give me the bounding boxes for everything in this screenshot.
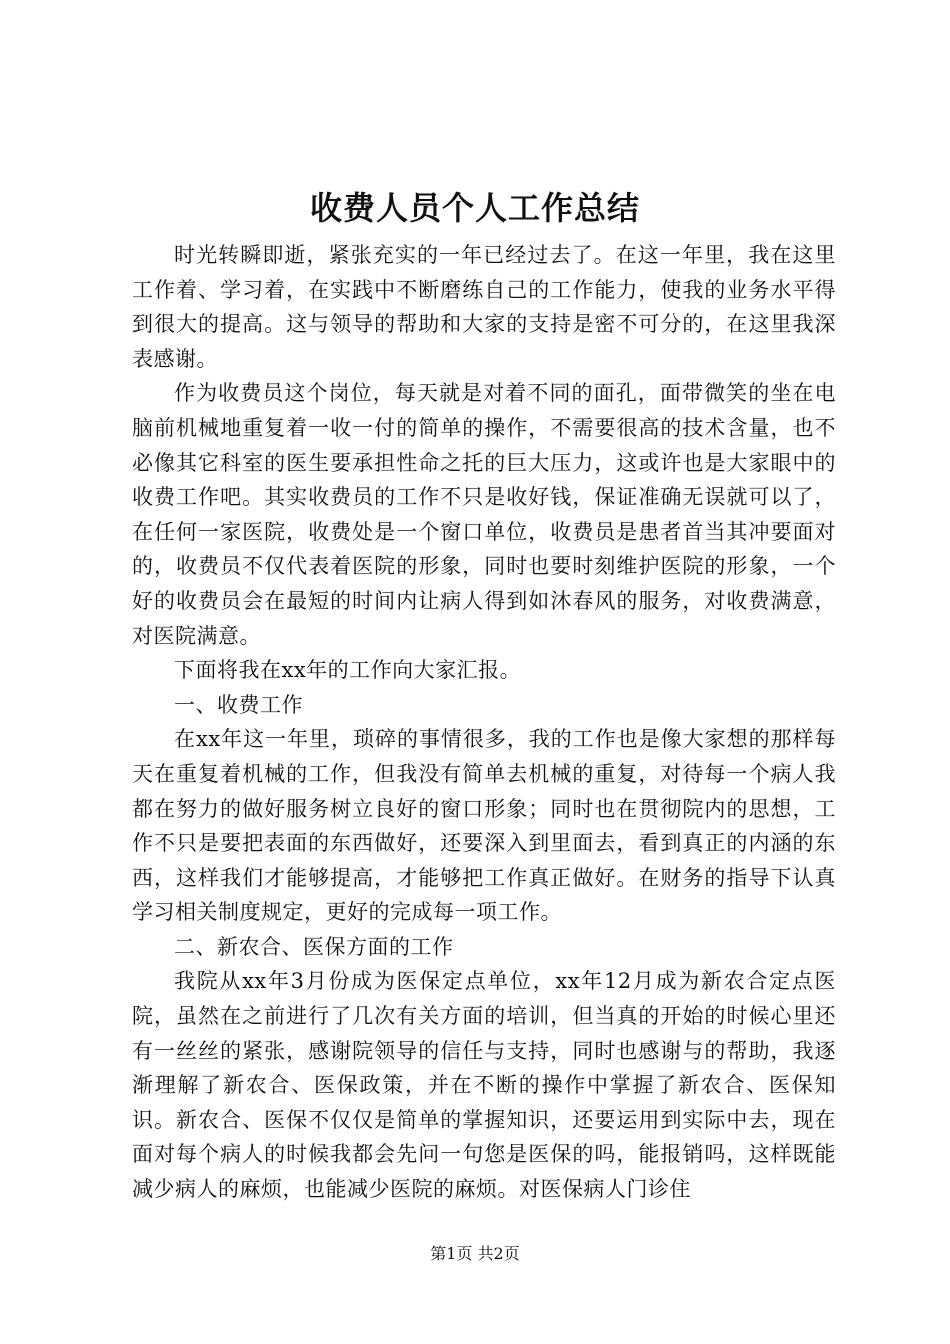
paragraph: 时光转瞬即逝，紧张充实的一年已经过去了。在这一年里，我在这里工作着、学习着，在实践中不断磨练自己的工作能力，使我的业务水平得到很大的提高。这与领导的帮助和大家的支持是密不可分的，在这里我深表感谢。 <box>132 243 836 371</box>
page-number-footer: 第1页 共2页 <box>430 1244 520 1263</box>
paragraph: 在xx年这一年里，琐碎的事情很多，我的工作也是像大家想的那样每天在重复着机械的工作，但我没有简单去机械的重复，对待每一个病人我都在努力的做好服务树立良好的窗口形象；同时也在贯彻院内的思想，工作不只是要把表面的东西做好，还要深入到里面去，看到真正的内涵的东西，这样我们才能够提高，才能够把工作真正做好。在财务的指导下认真学习相关制度规定，更好的完成每一项工作。 <box>132 727 836 925</box>
section-heading: 二、新农合、医保方面的工作 <box>174 934 454 959</box>
paragraph: 我院从xx年3月份成为医保定点单位，xx年12月成为新农合定点医院，虽然在之前进行了几次有关方面的培训，但当真的开始的时候心里还有一丝丝的紧张，感谢院领导的信任与支持，同时也感谢与的帮助，我逐渐理解了新农合、医保政策，并在不断的操作中掌握了新农合、医保知识。新农合、医保不仅仅是简单的掌握知识，还要运用到实际中去，现在面对每个病人的时候我都会先问一句您是医保的吗，能报销吗，这样既能减少病人的麻烦，也能减少医院的麻烦。对医保病人门诊住 <box>132 969 836 1202</box>
document-body <box>132 238 836 1207</box>
paragraph: 下面将我在xx年的工作向大家汇报。 <box>174 658 522 683</box>
paragraph: 作为收费员这个岗位，每天就是对着不同的面孔，面带微笑的坐在电脑前机械地重复着一收一付的简单的操作，不需要很高的技术含量，也不必像其它科室的医生要承担性命之托的巨大压力，这或许也是大家眼中的收费工作吧。其实收费员的工作不只是收好钱，保证准确无误就可以了，在任何一家医院，收费处是一个窗口单位，收费员是患者首当其冲要面对的，收费员不仅代表着医院的形象，同时也要时刻维护医院的形象，一个好的收费员会在最短的时间内让病人得到如沐春风的服务，对收费满意，对医院满意。 <box>132 381 836 648</box>
section-heading: 一、收费工作 <box>174 692 303 717</box>
document-title: 收费人员个人工作总结 <box>309 189 640 227</box>
